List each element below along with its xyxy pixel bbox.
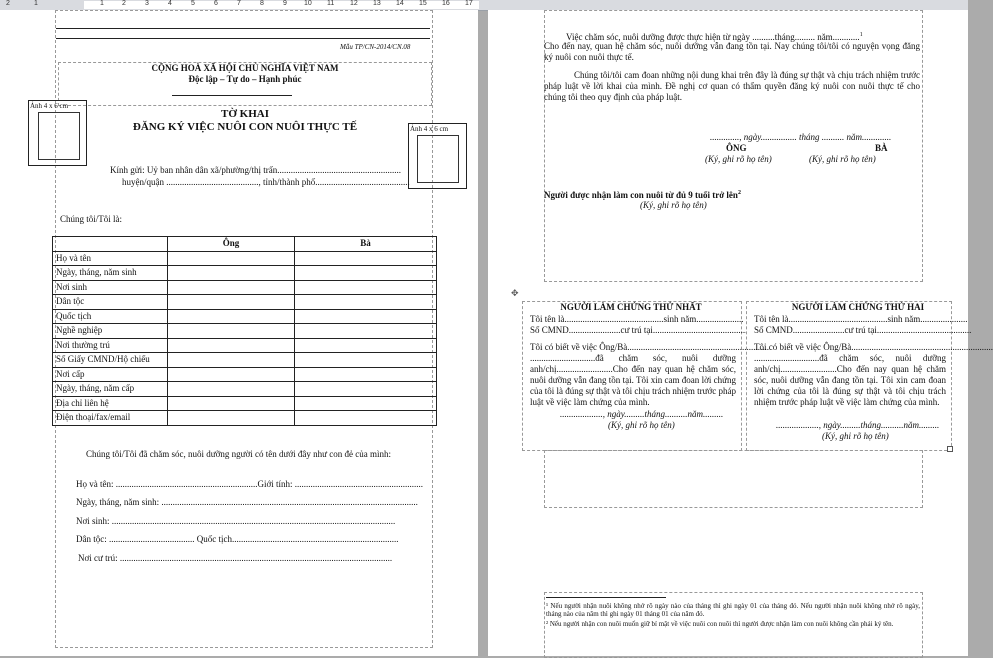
table-row xyxy=(53,309,437,324)
row-label: Điện thoại/fax/email xyxy=(53,411,168,426)
ruler-number: 12 xyxy=(350,0,358,7)
cell-ba[interactable] xyxy=(295,251,437,266)
sign-date-line: ............., ngày................ tháng .......... năm............. xyxy=(710,132,892,142)
cell-ong[interactable] xyxy=(168,280,295,295)
motto: Độc lập – Tự do – Hạnh phúc xyxy=(188,74,302,84)
witness-1-sign: (Ký, ghi rõ họ tên) xyxy=(608,420,675,430)
cell-ong[interactable] xyxy=(168,251,295,266)
ruler-number: 7 xyxy=(237,0,241,7)
form-title: TỜ KHAI xyxy=(221,108,269,120)
cell-ba[interactable] xyxy=(295,295,437,310)
cell-ong[interactable] xyxy=(168,324,295,339)
witness-2-title: NGƯỜI LÀM CHỨNG THỨ HAI xyxy=(791,302,925,312)
care-period-text: Việc chăm sóc, nuôi dưỡng được thực hiện từ ngày ..........tháng......... năm............ xyxy=(566,32,860,42)
row-label: Nghề nghiệp xyxy=(53,324,168,339)
table-row xyxy=(53,324,437,339)
ruler-number: 8 xyxy=(260,0,264,7)
ruler-number: 16 xyxy=(442,0,450,7)
applicant-table xyxy=(52,236,437,426)
intro-text: Chúng tôi/Tôi là: xyxy=(60,214,122,224)
photo-label: Ảnh 4 x 6 cm xyxy=(30,102,69,110)
care-statement: Chúng tôi/Tôi đã chăm sóc, nuôi dưỡng người có tên dưới đây như con đẻ của mình: xyxy=(86,449,391,459)
witness-2-body: .............................đã chăm sóc, nuôi dưỡng anh/chị.........................Cho đến nay quan hệ chăm sóc, nuôi dưỡng vẫn đang tồn tại. Tôi xin cam đoan lời chứng của tôi là đúng sự thật và tôi chịu trách nhiệm trước pháp luật về việc làm chứng của mình. xyxy=(754,353,946,407)
sign-note-ong: (Ký, ghi rõ họ tên) xyxy=(705,154,772,164)
ruler-number: 2 xyxy=(122,0,126,7)
table-row xyxy=(53,353,437,368)
cell-ba[interactable] xyxy=(295,382,437,397)
witness-1-body: .............................đã chăm sóc, nuôi dưỡng anh/chị.........................Cho đến nay quan hệ chăm sóc, nuôi dưỡng vẫn đang tồn tại. Tôi xin cam đoan lời chứng của tôi là đúng sự thật và tôi chịu trách nhiệm trước pháp luật về việc làm chứng của mình. xyxy=(530,353,736,407)
ruler-number: 9 xyxy=(283,0,287,7)
ruler-number: 2 xyxy=(6,0,10,7)
table-row xyxy=(53,396,437,411)
sign-note-ba: (Ký, ghi rõ họ tên) xyxy=(809,154,876,164)
footnote-ref: 1 xyxy=(859,32,863,38)
ruler-number: 5 xyxy=(191,0,195,7)
care-continue: Cho đến nay, quan hệ chăm sóc, nuôi dưỡng vẫn đang tồn tại. Nay chúng tôi/tôi có nguyện vọng đăng ký nuôi con nuôi thực tế. xyxy=(544,41,920,62)
ruler-number: 13 xyxy=(373,0,381,7)
witness-2-know[interactable]: Tôi có biết về việc Ông/Bà............................................................... xyxy=(754,342,993,352)
witness-1-date: ..................., ngày.........tháng..........năm......... xyxy=(560,409,724,419)
cell-ba[interactable] xyxy=(295,280,437,295)
ruler-number: 6 xyxy=(214,0,218,7)
row-label: Quốc tịch xyxy=(53,309,168,324)
document-page-2[interactable] xyxy=(488,10,993,656)
row-label: Ngày, tháng, năm cấp xyxy=(53,382,168,397)
witness-2-name[interactable]: Tôi tên là............................................sinh năm..................... xyxy=(754,314,968,324)
witness-2-block xyxy=(746,301,993,449)
child-name-field[interactable]: Họ và tên: ...............................................................Giới tính: ......................................................... xyxy=(76,479,424,489)
row-label: Dân tộc xyxy=(53,295,168,310)
motto-underline xyxy=(172,95,292,96)
table-header-ong: Ông xyxy=(168,237,295,252)
table-move-handle-icon[interactable]: ✥ xyxy=(511,289,519,299)
table-row xyxy=(53,382,437,397)
row-label: Họ và tên xyxy=(53,251,168,266)
header-line xyxy=(56,38,430,39)
child-ethnic-field[interactable]: Dân tộc: ...................................... Quốc tịch.......................................................................... xyxy=(76,534,399,544)
addressee-line-2: huyện/quận ........................................., tỉnh/thành phố.......................................... xyxy=(122,177,410,187)
form-code: Mẫu TP/CN-2014/CN.08 xyxy=(340,43,411,51)
adoptee-sign-note: (Ký, ghi rõ họ tên) xyxy=(640,200,707,210)
child-dob-field[interactable]: Ngày, tháng, năm sinh: .................................................................................................................. xyxy=(76,497,418,507)
cell-ong[interactable] xyxy=(168,411,295,426)
nation-heading: CỘNG HOÀ XÃ HỘI CHỦ NGHĨA VIỆT NAM xyxy=(151,63,339,73)
row-label: Ngày, tháng, năm sinh xyxy=(53,266,168,281)
child-birthplace-field[interactable]: Nơi sinh: .............................................................................................................................. xyxy=(76,516,396,526)
cell-ong[interactable] xyxy=(168,266,295,281)
witness-2-date: ..................., ngày.........tháng..........năm......... xyxy=(776,420,940,430)
header-line xyxy=(56,28,430,29)
row-label: Địa chỉ liên hệ xyxy=(53,396,168,411)
commitment: Chúng tôi/tôi cam đoan những nội dung khai trên đây là đúng sự thật và chịu trách nhiệm trước pháp luật về lời khai của mình. Đề nghị cơ quan có thẩm quyền đăng ký nuôi con nuôi thực tế cho chúng tôi theo quy định của pháp luật. xyxy=(544,70,920,102)
ruler-number: 14 xyxy=(396,0,404,7)
ruler-number: 11 xyxy=(327,0,335,7)
witness-1-block xyxy=(522,301,769,449)
cell-ba[interactable] xyxy=(295,309,437,324)
cell-ba[interactable] xyxy=(295,411,437,426)
form-subtitle: ĐĂNG KÝ VIỆC NUÔI CON NUÔI THỰC TẾ xyxy=(132,121,358,133)
ruler-number: 3 xyxy=(145,0,149,7)
table-row xyxy=(53,266,437,281)
footnote-1: ¹ Nếu người nhận nuôi không nhớ rõ ngày nào của tháng thì ghi ngày 01 của tháng đó. Nếu người nhận nuôi không nhớ rõ ngày, tháng nào của năm thì ghi ngày 01 tháng 01 của năm đó. xyxy=(546,602,920,618)
sign-ba: BÀ xyxy=(875,143,888,153)
photo-label: Ảnh 4 x 6 cm xyxy=(410,125,449,133)
witness-2-sign: (Ký, ghi rõ họ tên) xyxy=(822,431,889,441)
ruler-number: 1 xyxy=(34,0,38,7)
table-row xyxy=(53,338,437,353)
footnote-2: ² Nếu người nhận con nuôi muốn giữ bí mật về việc nuôi con nuôi thì người được nhận làm con nuôi không cần phải ký tên. xyxy=(546,620,894,628)
witness-1-id[interactable]: Số CMND.......................cư trú tại.......................................... xyxy=(530,325,748,335)
cell-ong[interactable] xyxy=(168,367,295,382)
table-row xyxy=(53,411,437,426)
cell-ong[interactable] xyxy=(168,396,295,411)
cell-ba[interactable] xyxy=(295,266,437,281)
row-label: Nơi thường trú xyxy=(53,338,168,353)
row-label: Số Giấy CMND/Hộ chiếu xyxy=(53,353,168,368)
ruler-number: 15 xyxy=(419,0,427,7)
table-row xyxy=(53,367,437,382)
photo-frame xyxy=(417,135,459,183)
witness-2-id[interactable]: Số CMND.......................cư trú tại.......................................... xyxy=(754,325,972,335)
table-row xyxy=(53,295,437,310)
cell-ba[interactable] xyxy=(295,367,437,382)
sign-ong: ÔNG xyxy=(726,143,747,153)
child-residence-field[interactable]: Nơi cư trú: ......................................................................................................................... xyxy=(78,553,393,563)
addressee-line-1: Kính gửi: Uỷ ban nhân dân xã/phường/thị trấn....................................................... xyxy=(110,165,401,175)
cell-ong[interactable] xyxy=(168,338,295,353)
document-page-1[interactable] xyxy=(0,10,478,656)
footnote-separator xyxy=(546,597,666,598)
ruler-number: 4 xyxy=(168,0,172,7)
cell-ba[interactable] xyxy=(295,396,437,411)
ruler-number: 17 xyxy=(465,0,473,7)
row-label: Nơi sinh xyxy=(53,280,168,295)
witness-1-name[interactable]: Tôi tên là............................................sinh năm..................... xyxy=(530,314,744,324)
row-label: Nơi cấp xyxy=(53,367,168,382)
cell-ba[interactable] xyxy=(295,353,437,368)
table-row xyxy=(53,251,437,266)
witness-1-title: NGƯỜI LÀM CHỨNG THỨ NHẤT xyxy=(560,302,702,312)
adoptee-label-text: Người được nhận làm con nuôi từ đủ 9 tuổi trở lên xyxy=(544,190,738,200)
table-header-cell xyxy=(53,237,168,252)
table-resize-handle[interactable] xyxy=(947,446,953,452)
cell-ba[interactable] xyxy=(295,324,437,339)
ruler-number: 10 xyxy=(304,0,312,7)
cell-ong[interactable] xyxy=(168,353,295,368)
footnote-ref: 2 xyxy=(737,190,741,196)
table-header-row xyxy=(53,237,437,252)
cell-ong[interactable] xyxy=(168,382,295,397)
table-header-ba: Bà xyxy=(295,237,437,252)
witness-1-know[interactable]: Tôi có biết về việc Ông/Bà............................................................... xyxy=(530,342,769,352)
cell-ong[interactable] xyxy=(168,295,295,310)
table-row xyxy=(53,280,437,295)
ruler-number: 1 xyxy=(100,0,104,7)
cell-ba[interactable] xyxy=(295,338,437,353)
text-boundary xyxy=(544,450,923,508)
cell-ong[interactable] xyxy=(168,309,295,324)
